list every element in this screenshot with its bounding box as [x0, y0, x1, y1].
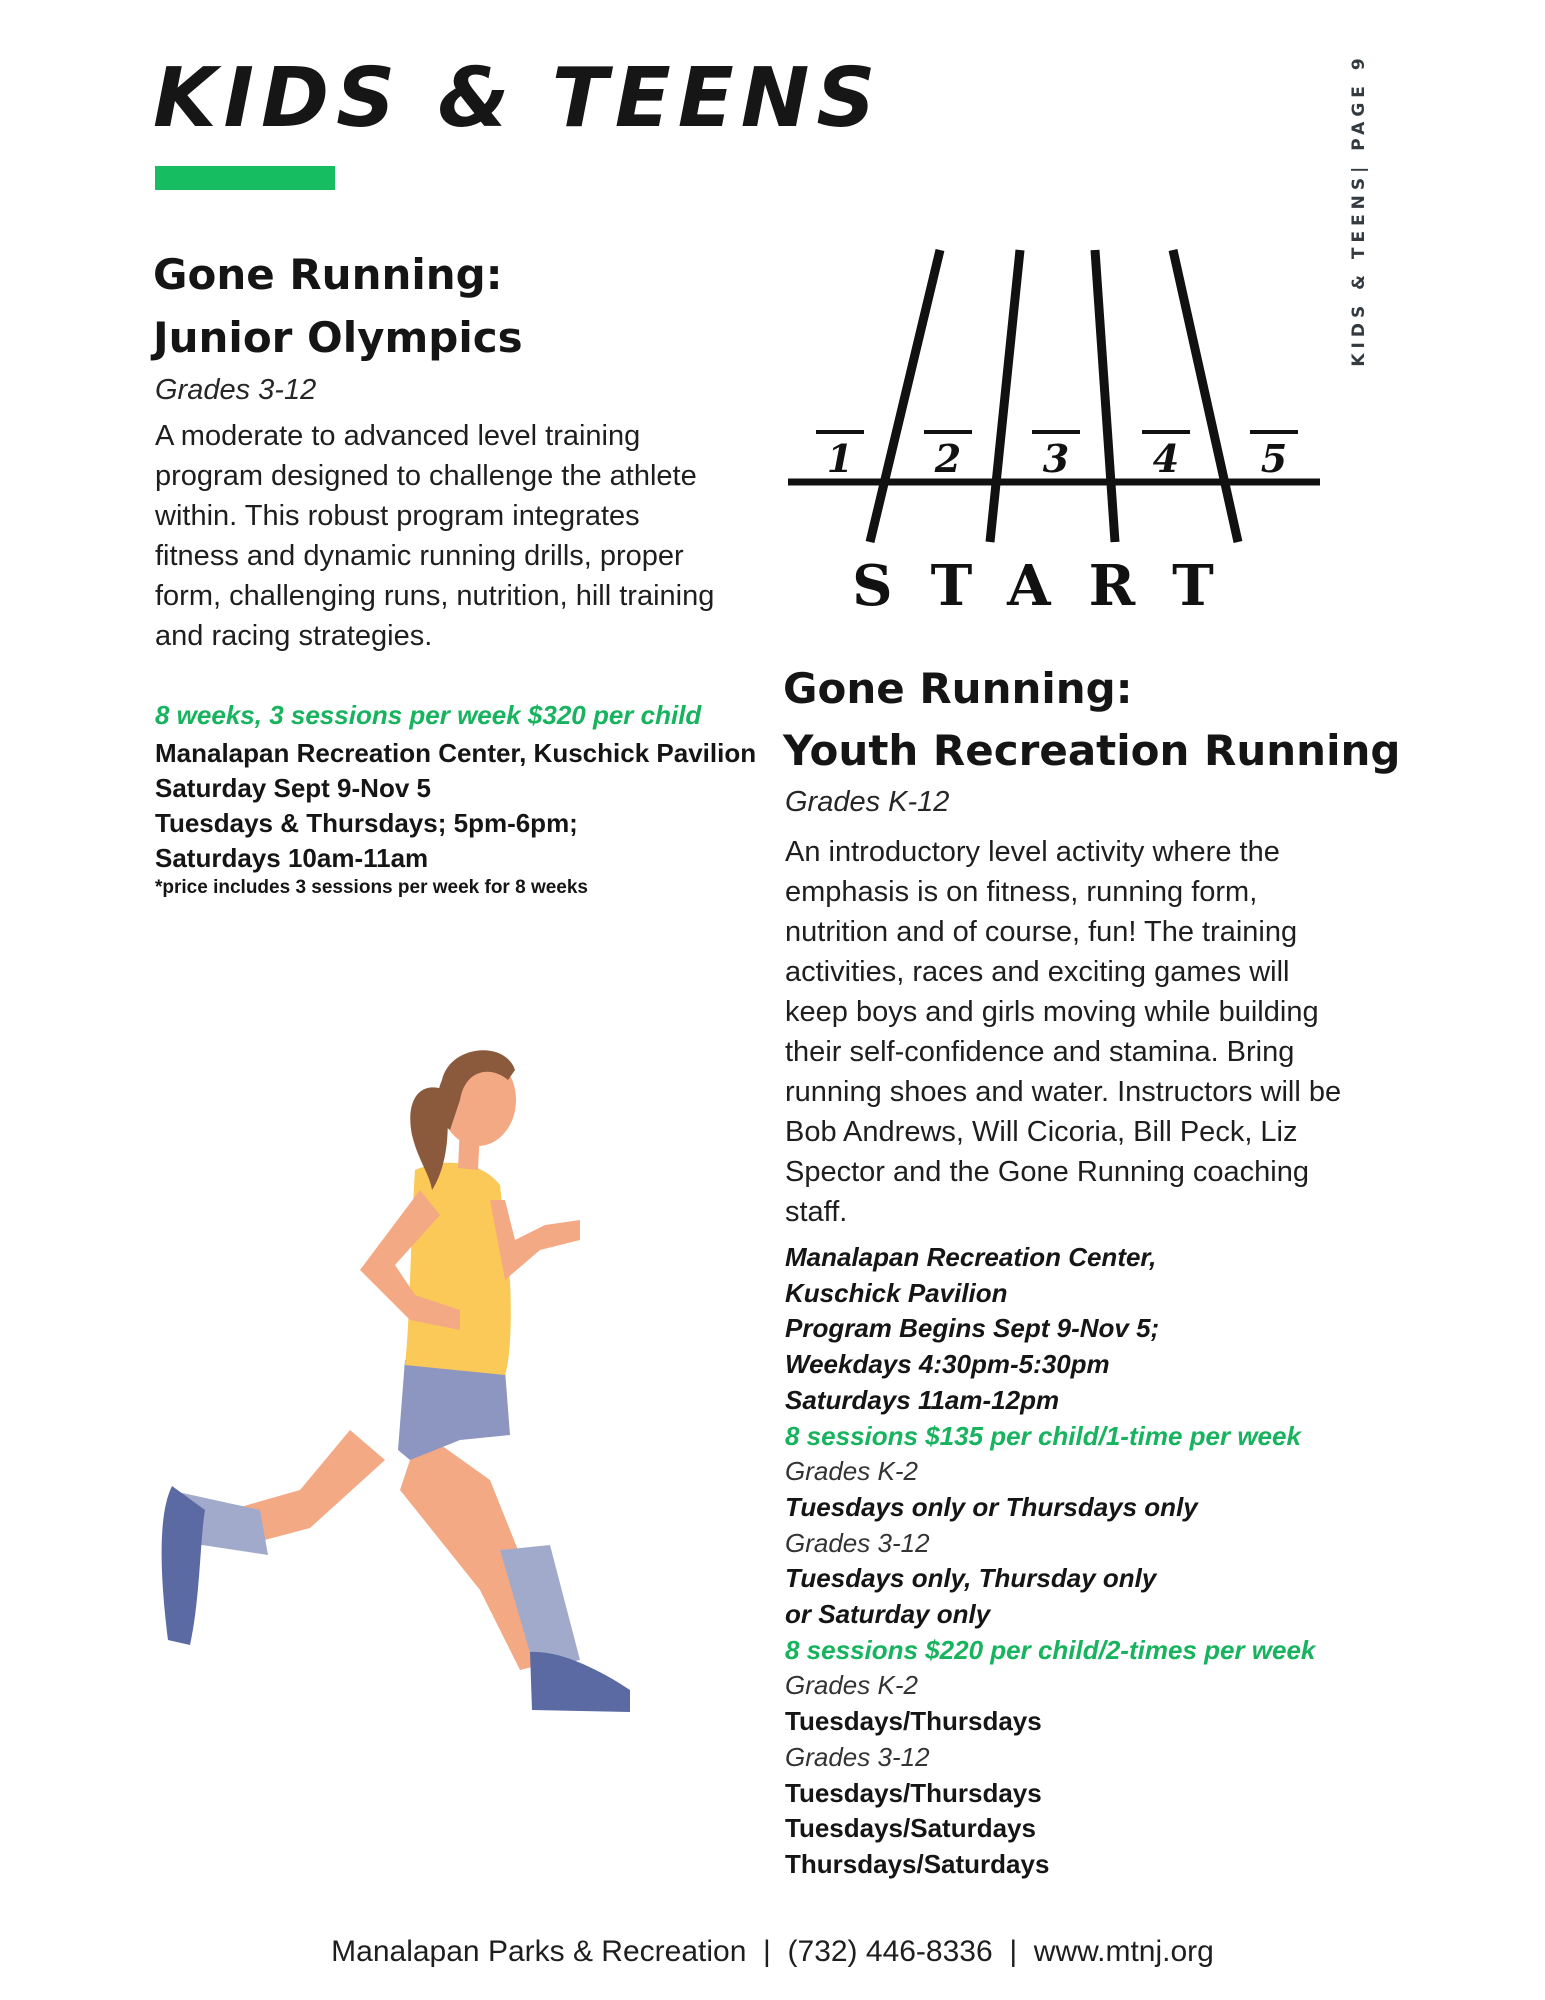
program2-detail-line: Grades K-2 — [785, 1456, 918, 1487]
start-label: START — [852, 553, 1252, 619]
program2-detail-line: Tuesdays/Saturdays — [785, 1813, 1036, 1844]
program1-price: 8 weeks, 3 sessions per week $320 per child — [155, 700, 702, 730]
program2-detail-line: Saturdays 11am-12pm — [785, 1384, 1060, 1415]
program1-title-line1: Gone Running: — [153, 250, 503, 299]
program2-detail-line: Weekdays 4:30pm-5:30pm — [785, 1349, 1110, 1380]
program1-dates: Saturday Sept 9-Nov 5 — [155, 773, 431, 803]
lane-line-4 — [1173, 250, 1238, 542]
program2-grades: Grades K-12 — [785, 786, 950, 818]
program2-detail-line: Grades K-2 — [785, 1670, 918, 1701]
program1-location: Manalapan Recreation Center, Kuschick Pavilion — [155, 738, 757, 768]
program1-price-note: *price includes 3 sessions per week for 8 weeks — [155, 877, 588, 898]
runner-back-shoe — [162, 1486, 205, 1645]
runner-shorts — [398, 1360, 510, 1460]
program2-detail-line: Thursdays/Saturdays — [785, 1848, 1050, 1879]
lane-number-1: 1 — [826, 436, 854, 481]
lane-number-5: 5 — [1260, 436, 1288, 481]
program2-detail-line: Kuschick Pavilion — [785, 1277, 1008, 1308]
runner-illustration — [160, 1040, 720, 1770]
side-page-label: KIDS & TEENS| PAGE 9 — [1349, 53, 1369, 367]
program1-schedule-line2: Saturdays 10am-11am — [155, 843, 429, 873]
program2-detail-line: Tuesdays/Thursdays — [785, 1706, 1042, 1737]
runner-front-arm — [490, 1200, 580, 1280]
title-accent-bar — [155, 166, 335, 190]
program2-detail-line: Tuesdays only or Thursdays only — [785, 1491, 1198, 1522]
lane-number-4: 4 — [1152, 436, 1180, 481]
program2-detail-line: Grades 3-12 — [785, 1527, 930, 1558]
lane-line-3 — [1095, 250, 1115, 542]
lane-line-1 — [870, 250, 940, 542]
lane-number-2: 2 — [934, 436, 962, 481]
program2-detail-line: Grades 3-12 — [785, 1741, 930, 1772]
program2-detail-line: Program Begins Sept 9-Nov 5; — [785, 1313, 1160, 1344]
program2-detail-line: Tuesdays only, Thursday only — [785, 1563, 1157, 1594]
program1-schedule-line1: Tuesdays & Thursdays; 5pm-6pm; — [155, 808, 578, 838]
program2-description: An introductory level activity where the emphasis is on fitness, running form, nutrition and of course, fun! The training activities, races and exciting games will keep boys and girls moving while building their self-confidence and stamina. Bring running shoes and water. Instructors will be Bob Andrews, Will Cicoria, Bill Peck, Liz Spector and the Gone Running coaching staff. — [785, 836, 1342, 1228]
program2-schedule-details — [785, 1240, 1315, 1883]
running-track-start-illustration — [780, 240, 1340, 620]
track-lane-lines — [870, 250, 1238, 542]
program2-title-line1: Gone Running: — [783, 664, 1133, 713]
program2-detail-line: Tuesdays/Thursdays — [785, 1777, 1042, 1808]
footer-contact: Manalapan Parks & Recreation | (732) 446-8336 | www.mtnj.org — [331, 1935, 1214, 1968]
page-title: KIDS & TEENS — [153, 51, 883, 146]
program1-description: A moderate to advanced level training program designed to challenge the athlete within. This robust program integrates fitness and dynamic running drills, proper form, challenging runs, nutrition, hill training and racing strategies. — [155, 420, 715, 652]
lane-line-2 — [990, 250, 1020, 542]
program1-title-line2: Junior Olympics — [153, 313, 523, 362]
lane-number-3: 3 — [1042, 436, 1070, 481]
runner-front-shoe — [530, 1652, 630, 1712]
program2-detail-line: 8 sessions $135 per child/1-time per week — [785, 1420, 1301, 1451]
program2-detail-line: Manalapan Recreation Center, — [785, 1242, 1157, 1272]
program2-detail-line: or Saturday only — [785, 1599, 991, 1630]
program1-grades: Grades 3-12 — [155, 374, 317, 406]
program2-title-line2: Youth Recreation Running — [783, 726, 1401, 775]
program2-detail-line: 8 sessions $220 per child/2-times per week — [785, 1634, 1316, 1665]
